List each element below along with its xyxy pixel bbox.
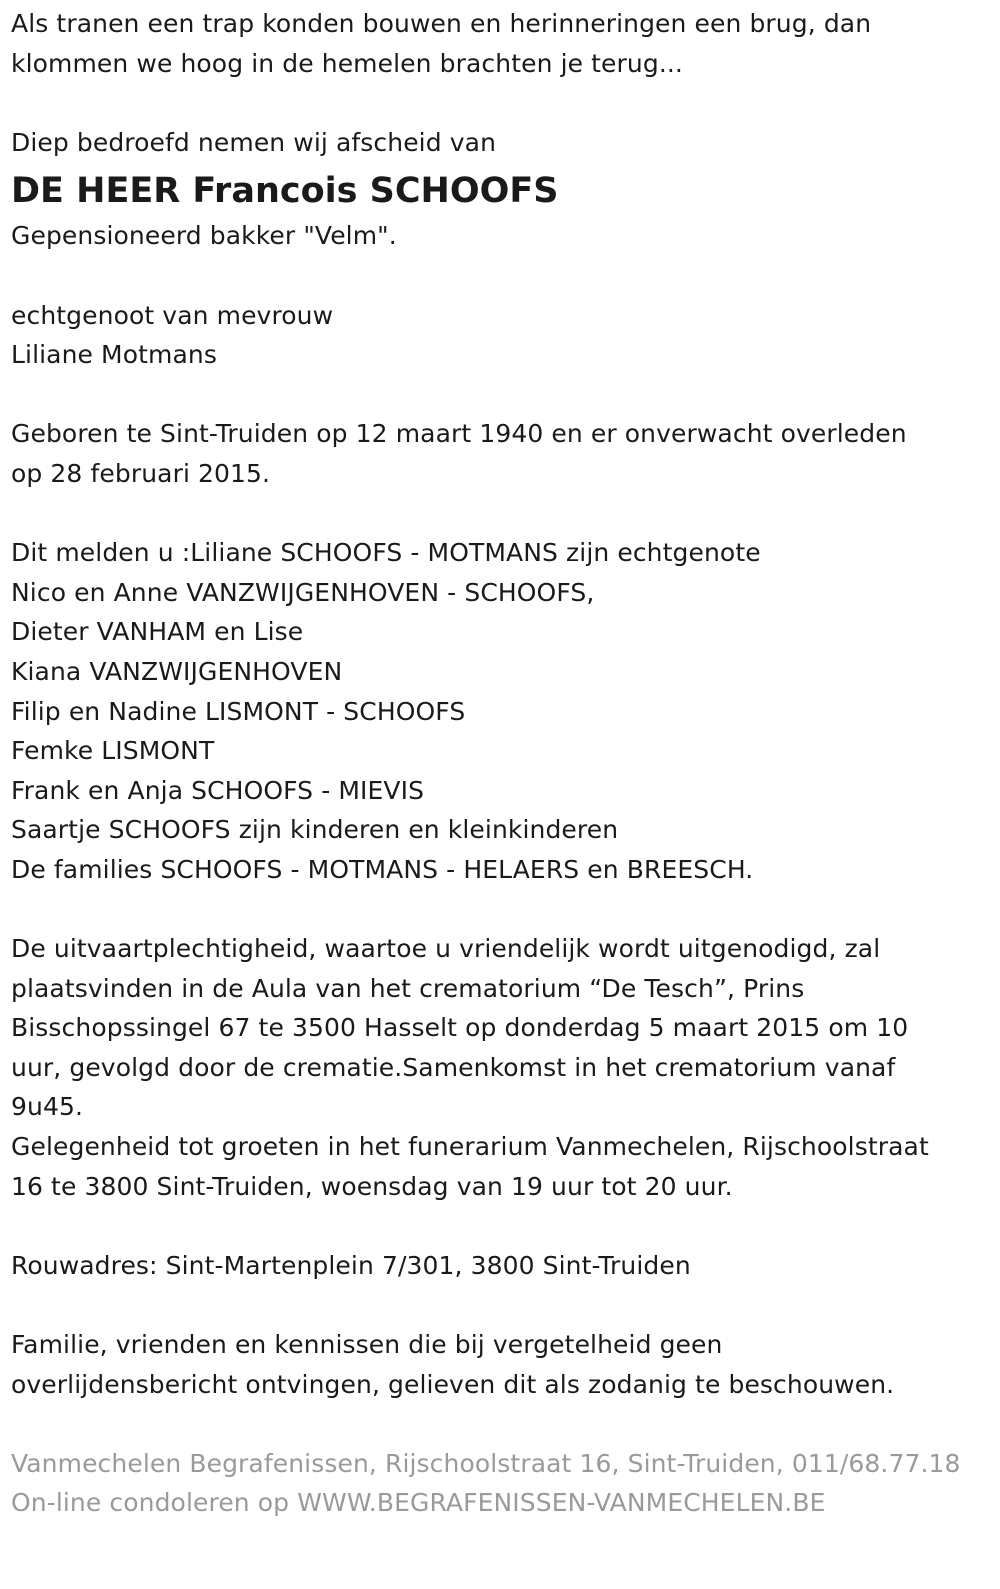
poem-block bbox=[11, 4, 991, 83]
family-line: Frank en Anja SCHOOFS - MIEVIS bbox=[11, 775, 425, 805]
family-line: Kiana VANZWIJGENHOVEN bbox=[11, 656, 343, 686]
spacer bbox=[11, 1404, 991, 1444]
intro-text: Diep bedroefd nemen wij afscheid van bbox=[11, 127, 497, 157]
ceremony-line: plaatsvinden in de Aula van het crematorium “De Tesch”, Prins bbox=[11, 973, 805, 1003]
family-line: Dieter VANHAM en Lise bbox=[11, 617, 304, 647]
notice-line: Familie, vrienden en kennissen die bij vergetelheid geen bbox=[11, 1330, 723, 1359]
mourning-address: Rouwadres: Sint-Martenplein 7/301, 3800 Sint-Truiden bbox=[11, 1250, 691, 1280]
ceremony-line: Bisschopssingel 67 te 3500 Hasselt op donderdag 5 maart 2015 om 10 bbox=[11, 1013, 909, 1043]
ceremony-line: 16 te 3800 Sint-Truiden, woensdag van 19 uur tot 20 uur. bbox=[11, 1171, 733, 1201]
spacer bbox=[11, 1206, 991, 1246]
ceremony-line: De uitvaartplechtigheid, waartoe u vriendelijk wordt uitgenodigd, zal bbox=[11, 934, 881, 964]
birth-death-line-2: op 28 februari 2015. bbox=[11, 458, 271, 488]
spacer bbox=[11, 494, 991, 534]
poem-line-2: klommen we hoog in de hemelen brachten je terug... bbox=[11, 48, 683, 78]
spouse-line-2: Liliane Motmans bbox=[11, 340, 217, 370]
family-line: De families SCHOOFS - MOTMANS - HELAERS en BREESCH. bbox=[11, 854, 754, 884]
obituary-document bbox=[11, 4, 991, 1523]
spacer bbox=[11, 256, 991, 296]
birth-death-line-1: Geboren te Sint-Truiden op 12 maart 1940 en er onverwacht overleden bbox=[11, 419, 907, 449]
family-line: Saartje SCHOOFS zijn kinderen en kleinkinderen bbox=[11, 815, 619, 845]
footer bbox=[11, 1444, 991, 1523]
occupation-text: Gepensioneerd bakker "Velm". bbox=[11, 221, 397, 251]
family-line: Dit melden u :Liliane SCHOOFS - MOTMANS zijn echtgenote bbox=[11, 538, 761, 568]
family-block bbox=[11, 533, 991, 889]
family-line: Femke LISMONT bbox=[11, 736, 215, 766]
spouse-block bbox=[11, 296, 991, 375]
spacer bbox=[11, 83, 991, 123]
spacer bbox=[11, 375, 991, 415]
deceased-name: DE HEER Francois SCHOOFS bbox=[11, 171, 559, 212]
family-line: Nico en Anne VANZWIJGENHOVEN - SCHOOFS, bbox=[11, 577, 595, 607]
birth-death-block bbox=[11, 414, 991, 493]
notice-line: overlijdensbericht ontvingen, gelieven dit als zodanig te beschouwen. bbox=[11, 1369, 895, 1399]
ceremony-line: 9u45. bbox=[11, 1092, 84, 1122]
spacer bbox=[11, 1285, 991, 1325]
spouse-line-1: echtgenoot van mevrouw bbox=[11, 300, 334, 330]
poem-line-1: Als tranen een trap konden bouwen en herinneringen een brug, dan bbox=[11, 9, 872, 38]
spacer bbox=[11, 889, 991, 929]
footer-company-line: Vanmechelen Begrafenissen, Rijschoolstraat 16, Sint-Truiden, 011/68.77.18 bbox=[11, 1448, 961, 1478]
footer-condolence-line: On-line condoleren op WWW.BEGRAFENISSEN-VANMECHELEN.BE bbox=[11, 1488, 826, 1518]
ceremony-line: uur, gevolgd door de crematie.Samenkomst in het crematorium vanaf bbox=[11, 1052, 896, 1082]
ceremony-line: Gelegenheid tot groeten in het funerarium Vanmechelen, Rijschoolstraat bbox=[11, 1132, 929, 1162]
family-line: Filip en Nadine LISMONT - SCHOOFS bbox=[11, 696, 466, 726]
notice-block bbox=[11, 1325, 991, 1404]
ceremony-block bbox=[11, 929, 991, 1206]
